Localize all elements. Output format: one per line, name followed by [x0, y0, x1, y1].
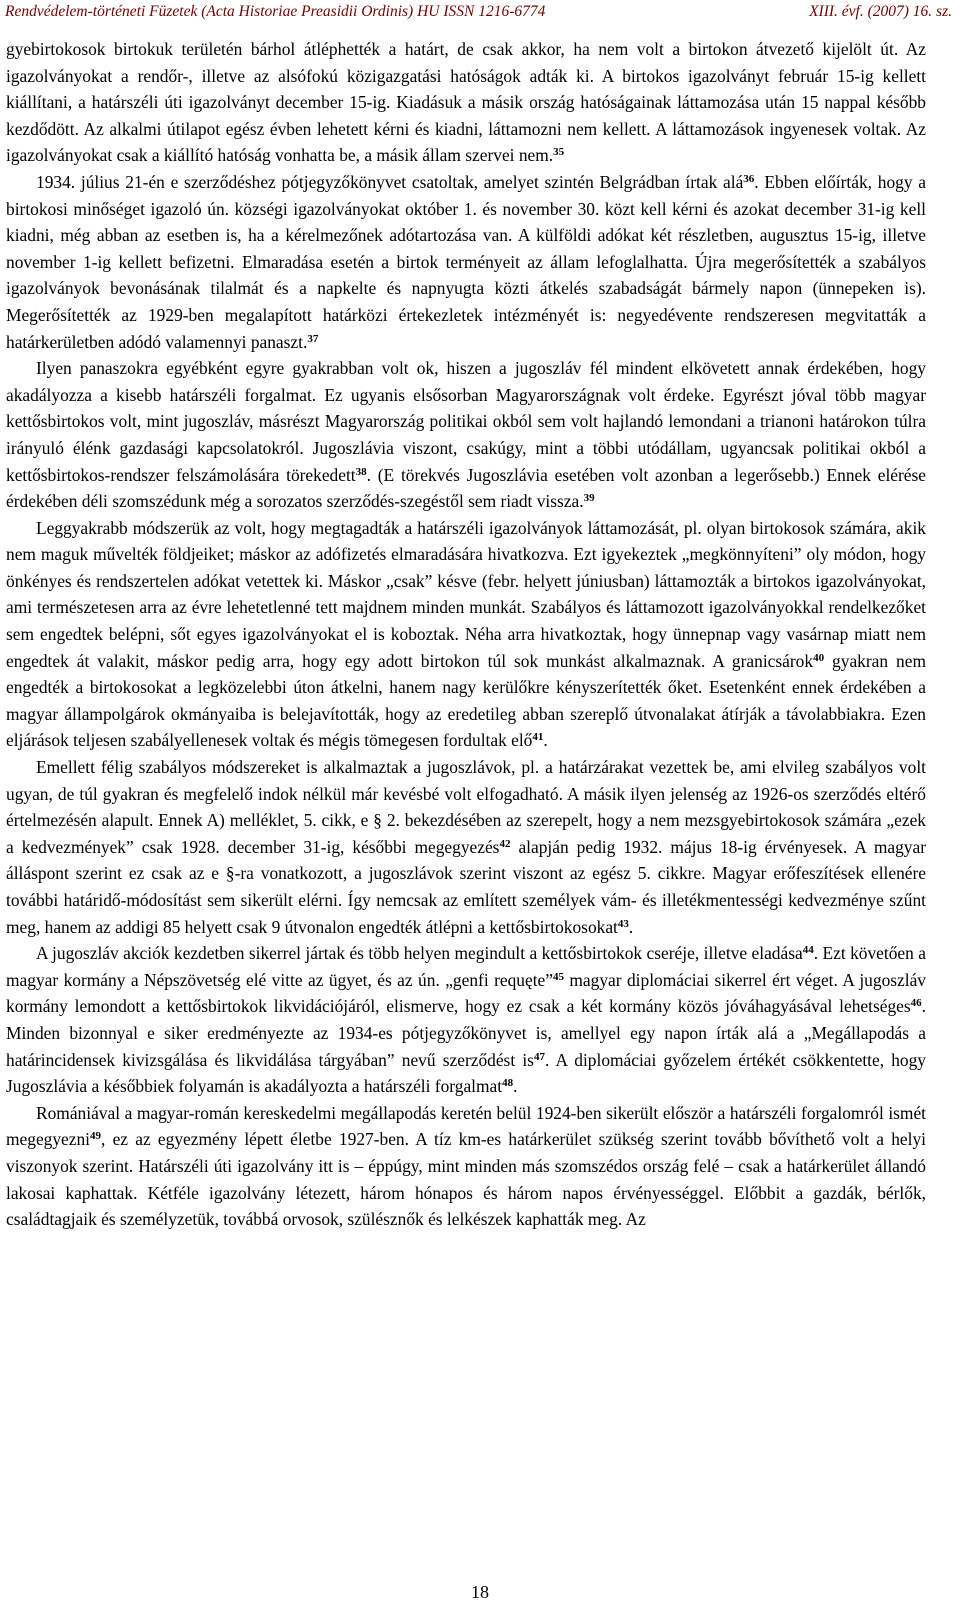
paragraph-text: Emellett félig szabályos módszereket is alkalmaztak a jugoszlávok, pl. a határzárakat vezettek be, ami elvileg szabályos volt ugyan, de túl gyakran és megfelelő indok nélkül már kevésbé volt elfogadható. A másik ilyen jelenség az 1926-os szerződés eltérő értelmezésén alapult. Ennek A) melléklet, 5. cikk, e § 2. bekezdésében az szerepelt, hogy a nem mezsgyebirtokosok számára „ezek a kedvezmények” csak 1928. december 31-ig, későbbi megegyezés — [6, 757, 926, 857]
paragraph-text: , ez az egyezmény lépett életbe 1927-ben. A tíz km-es határkerület szükség szerint tovább bővíthető volt a helyi viszonyok szerint. Határszéli úti igazolvány itt is – éppúgy, mint minden más szomszédos ország felé – csak a határkerület állandó lakosai kaphattak. Kétféle igazolvány létezett, három hónapos és három napos érvényességgel. Előbbit a gazdák, bérlők, családtagjaik és személyzetük, továbbá orvosok, szülésznők és lelkészek kaphatták meg. Az — [6, 1129, 926, 1230]
paragraph — [6, 1100, 926, 1233]
footnote-ref: 35 — [553, 146, 565, 159]
paragraph — [6, 169, 926, 355]
paragraph — [6, 36, 926, 169]
paragraph-text: gyakran nem engedték a birtokosokat a legközelebbi úton átkelni, hanem nagy kerülőkre kényszerítették őket. Esetenként ennek érdekében a magyar állampolgárok okmányaiba is belejavították, hogy az eredetileg abban szereplő útvonalakat átírják a távolabbiakra. Ezen eljárások teljesen szabályellenesek voltak és mégis tömegesen fordultak elő — [6, 650, 926, 751]
issue-info: XIII. évf. (2007) 16. sz. — [809, 3, 952, 20]
paragraph-text: A jugoszláv akciók kezdetben sikerrel jártak és több helyen megindult a kettősbirtokok cseréje, illetve eladása — [36, 943, 803, 964]
paragraph-text: . Minden bizonnyal e siker eredményezte az 1934-es pótjegyzőkönyvet is, amellyel egy napon írták alá a „Megállapodás a határincidensek kivizsgálása és likvidálása tárgyában” nevű szerződést is — [6, 996, 926, 1070]
paragraph-text: . (E törekvés Jugoszlávia esetében volt azonban a legerősebb.) Ennek elérése érdekében déli szomszédunk még a sorozatos szerződés-szegéstől sem riadt vissza. — [6, 464, 926, 512]
footnote-ref: 42 — [499, 837, 511, 850]
footnote-ref: 43 — [617, 917, 629, 930]
paragraph-text: magyar diplomáciai sikerrel ért véget. A jugoszláv kormány lemondott a kettősbirtokok likvidációjáról, elismerve, hogy ez csak a két kormány közös jóváhagyásával lehetséges — [6, 969, 926, 1017]
paragraph — [6, 355, 926, 515]
paragraph — [6, 940, 926, 1100]
footnote-ref: 41 — [532, 731, 544, 744]
footnote-ref: 48 — [502, 1077, 514, 1090]
paragraph-text: Romániával a magyar-román kereskedelmi megállapodás keretén belül 1924-ben sikerült először a határszéli forgalomról ismét megegyezni — [6, 1102, 926, 1150]
footnote-ref: 36 — [743, 172, 755, 185]
footnote-ref: 39 — [583, 492, 595, 505]
page-number: 18 — [471, 1582, 489, 1602]
paragraph — [6, 754, 926, 940]
paragraph — [6, 515, 926, 754]
footnote-ref: 40 — [813, 651, 825, 664]
journal-title: Rendvédelem-történeti Füzetek (Acta Historiae Preasidii Ordinis) HU ISSN 1216-6774 — [5, 3, 546, 20]
paragraph-text: gyebirtokosok birtokuk területén bárhol átléphették a határt, de csak akkor, ha nem volt a birtokon átvezető kijelölt út. Az igazolványokat a rendőr-, illetve az alsófokú közigazgatási hatóságok adták ki. A birtokos igazolványt február 15-ig kellett kiállítani, a határszéli úti igazolványt december 15-ig. Kiadásuk a másik ország hatóságainak láttamozása után 15 nappal később kezdődött. Az alkalmi útilapot egész évben lehetett kérni és kiadni, láttamozni nem kellett. A láttamozások ingyenesek voltak. Az igazolványokat csak a kiállító hatóság vonhatta be, a másik állam szervei nem. — [6, 39, 926, 166]
footnote-ref: 44 — [802, 944, 814, 957]
footnote-ref: 46 — [910, 997, 922, 1010]
paragraph-text: . Ezt követően a magyar kormány a Népszövetség elé vitte az ügyet, és az ún. „genfi requęte” — [6, 943, 926, 990]
paragraph-text: . — [513, 1076, 518, 1097]
body-text — [6, 36, 926, 1233]
paragraph-text: Leggyakrabb módszerük az volt, hogy megtagadták a határszéli igazolványok láttamozását, pl. olyan birtokosok számára, akik nem maguk művelték földjeiket; máskor az adófizetés elmaradására hivatkozva. Ezt igyekeztek „megkönnyíteni” oly módon, hogy önkényes és rendszertelen adókat vetettek ki. Máskor „csak” késve (febr. helyett júniusban) láttamozták a birtokos igazolványokat, ami természetesen arra az évre lehetetlenné tett majdnem minden munkát. Szabályos és láttamozott igazolványokkal rendelkezőket sem engedtek belépni, sőt egyes igazolványokat el is koboztak. Néha arra hivatkoztak, hogy ünnepnap vagy vasárnap miatt nem engedtek át valakit, máskor pedig arra, hogy egy adott birtokon túl sok munkást alkalmaznak. A granicsárok — [6, 517, 926, 671]
paragraph-text: alapján pedig 1932. május 18-ig érvényesek. A magyar álláspont szerint ez csak az e §-ra vonatkozott, a jugoszlávok szerint viszont az egész 5. cikkre. Magyar erőfeszítések ellenére további határidő-módosítást sem sikerült elérni. Így nemcsak az említett személyek vám- és illetékmentességi kedvezménye szűnt meg, hanem az addigi 85 helyett csak 9 útvonalon engedték átlépni a kettősbirtokosokat — [6, 836, 926, 937]
paragraph-text: . — [543, 730, 548, 751]
footnote-ref: 49 — [90, 1130, 102, 1143]
paragraph-text: . Ebben előírták, hogy a birtokosi minőséget igazoló ún. községi igazolványokat október 1. és november 30. közt kell kérni és azokat december 31-ig kell kiadni, még abban az esetben is, ha a kérelmezőnek adótartozása van. A külföldi adókat két részletben, augusztus 15-ig, illetve november 1-ig kellett befizetni. Elmaradása esetén a birtok terményeit az állam lefoglalhatta. Újra megerősítették a szabályos igazolványok bevonásának tilalmát és a napkelte és napnyugta közti átkelés szabadságát bármely napon (ünnepeken is). Megerősítették az 1929-ben megalapított határközi értekezletek intézményét is: negyedévente rendszeresen megvitatták a határkerületben adódó valamennyi panaszt. — [6, 171, 926, 352]
paragraph-text: Ilyen panaszokra egyébként egyre gyakrabban volt ok, hiszen a jugoszláv fél mindent elkövetett annak érdekében, hogy akadályozza a kisebb határszéli forgalmat. Ez ugyanis elsősorban Magyarországnak volt érdeke. Egyrészt jóval több magyar kettősbirtokos volt, mint jugoszláv, másrészt Magyarország politikai okból sem volt hajlandó lemondani a trianoni határokon túlra irányuló élénk gazdasági kapcsolatokról. Jugoszlávia viszont, csakúgy, mint a többi utódállam, ugyancsak politikai okból a kettősbirtokos-rendszer felszámolására törekedett — [6, 358, 926, 485]
paragraph-text: . A diplomáciai győzelem értékét csökkentette, hogy Jugoszlávia a későbbiek folyamán is akadályozta a határszéli forgalmat — [6, 1049, 927, 1097]
footnote-ref: 45 — [552, 970, 564, 983]
footnote-ref: 38 — [355, 465, 367, 478]
footnote-ref: 47 — [533, 1050, 545, 1063]
paragraph-text: . — [628, 916, 634, 937]
running-header — [0, 0, 960, 22]
footnote-ref: 37 — [307, 332, 319, 345]
paragraph-text: 1934. július 21-én e szerződéshez pótjegyzőkönyvet csatoltak, amelyet szintén Belgrádban írtak alá — [36, 171, 744, 192]
